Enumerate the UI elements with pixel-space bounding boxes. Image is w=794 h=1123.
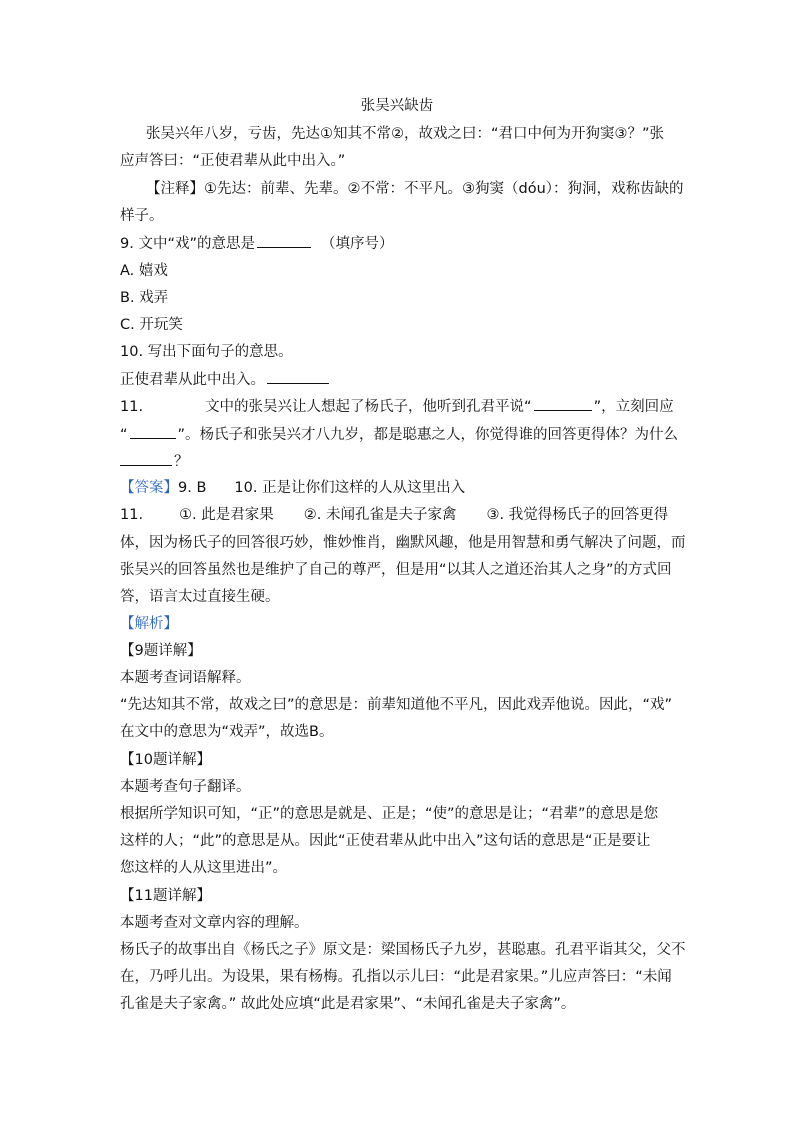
passage-line: 张吴兴年八岁，亏齿，先达①知其不常②，故戏之曰：“君口中何为开狗窦③？”张 xyxy=(146,126,665,142)
question-9-stem xyxy=(120,233,393,254)
passage-line: 应声答曰：“正使君辈从此中出入。” xyxy=(120,153,346,169)
analysis-line: 您这样的人从这里进出”。 xyxy=(120,860,288,876)
analysis-line: 根据所学知识可知，“正”的意思是就是、正是；“使”的意思是让；“君辈”的意思是您 xyxy=(120,806,659,822)
answer-number: 11. xyxy=(120,507,144,523)
analysis-line: 在，乃呼儿出。为设果，果有杨梅。孔指以示儿曰：“此是君家果。”儿应声答曰：“未闻 xyxy=(120,969,672,985)
answer-11-1: ①. 此是君家果 xyxy=(179,507,274,523)
answer-line xyxy=(120,478,465,498)
answer-11-line xyxy=(120,505,668,525)
analysis-line: 在文中的意思为“戏弄”，故选B。 xyxy=(120,724,334,740)
analysis-line: 本题考查对文章内容的理解。 xyxy=(120,915,309,931)
question-text: （填序号） xyxy=(320,236,394,252)
answer-line: 张吴兴的回答虽然也是维护了自己的尊严，但是用“以其人之道还治其人之身”的方式回 xyxy=(120,562,672,578)
answer-line: 答，语言太过直接生硬。 xyxy=(120,589,280,605)
analysis-line: 杨氏子的故事出自《杨氏之子》原文是：梁国杨氏子九岁，甚聪惠。孔君平诣其父，父不 xyxy=(120,942,686,958)
question-10-stem: 10. 写出下面句子的意思。 xyxy=(120,344,293,360)
question-text: 9. 文中“戏”的意思是 xyxy=(120,236,255,252)
answer-11-2: ②. 未闻孔雀是夫子家禽 xyxy=(303,507,457,523)
answer-11-3: ③. 我觉得杨氏子的回答更得 xyxy=(486,507,669,523)
answer-label: 【答案】 xyxy=(120,480,178,496)
section-heading: 【11题详解】 xyxy=(120,888,211,904)
answer-blank xyxy=(130,424,176,439)
analysis-line: “先达知其不常，故戏之曰”的意思是：前辈知道他不平凡，因此戏弄他说。因此，“戏” xyxy=(120,697,673,713)
section-heading: 【10题详解】 xyxy=(120,752,211,768)
section-heading: 【9题详解】 xyxy=(120,643,202,659)
question-text: ”。杨氏子和张吴兴才八九岁，都是聪惠之人，你觉得谁的回答更得体？为什么 xyxy=(177,427,679,443)
notes-text: ①先达：前辈、先辈。②不常：不平凡。③狗窦（dóu）：狗洞，戏称齿缺的 xyxy=(204,181,684,197)
question-number: 11. xyxy=(120,399,144,415)
analysis-line: 本题考查句子翻译。 xyxy=(120,779,251,795)
analysis-line: 本题考查词语解释。 xyxy=(120,670,251,686)
option-b: B. 戏弄 xyxy=(120,290,169,306)
answer-9: 9. B xyxy=(178,480,207,496)
question-text: ”，立刻回应 xyxy=(593,399,674,415)
answer-blank xyxy=(267,369,329,384)
answer-line: 体，因为杨氏子的回答很巧妙，惟妙惟肖，幽默风趣，他是用智慧和勇气解决了问题，而 xyxy=(120,535,686,551)
question-text: “ xyxy=(120,427,128,443)
notes-line xyxy=(146,179,684,199)
analysis-line: 孔雀是夫子家禽。” 故此处应填“此是君家果”、“未闻孔雀是夫子家禽”。 xyxy=(120,996,576,1012)
answer-blank xyxy=(257,233,311,248)
answer-blank xyxy=(120,451,172,466)
answer-blank xyxy=(534,396,592,411)
answer-10: 10. 正是让你们这样的人从这里出入 xyxy=(234,480,466,496)
question-11-line xyxy=(120,424,678,445)
option-c: C. 开玩笑 xyxy=(120,317,183,333)
question-11-line xyxy=(120,396,674,417)
analysis-line: 这样的人；“此”的意思是从。因此“正使君辈从此中出入”这句话的意思是“正是要让 xyxy=(120,833,651,849)
notes-line: 样子。 xyxy=(120,208,164,224)
question-text: 正使君辈从此中出入。 xyxy=(120,372,265,388)
question-10-sentence xyxy=(120,369,331,390)
question-text: ？ xyxy=(174,454,189,470)
passage-title: 张吴兴缺齿 xyxy=(360,98,434,114)
notes-label: 【注释】 xyxy=(146,181,204,197)
question-11-line xyxy=(120,451,189,472)
question-text: 文中的张吴兴让人想起了杨氏子，他听到孔君平说“ xyxy=(205,399,532,415)
option-a: A. 嬉戏 xyxy=(120,263,168,279)
analysis-label: 【解析】 xyxy=(120,616,178,632)
